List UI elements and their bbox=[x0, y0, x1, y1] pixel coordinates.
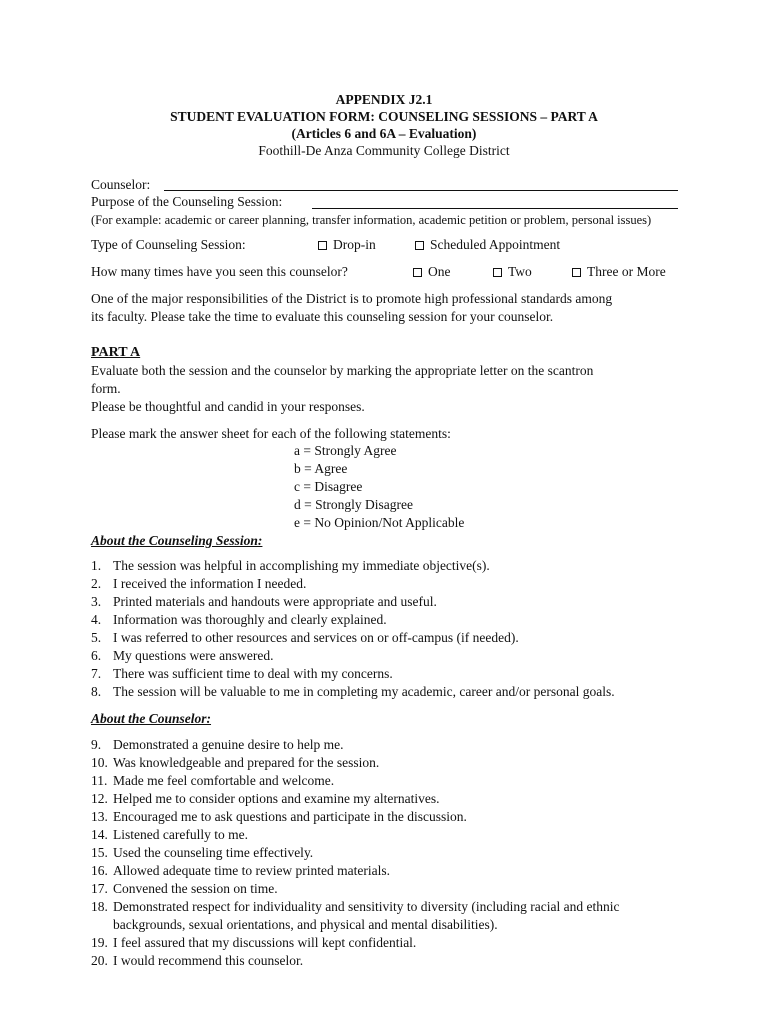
counselor-label: Counselor: bbox=[91, 177, 151, 192]
scale-a: a = Strongly Agree bbox=[294, 443, 397, 458]
form-title: STUDENT EVALUATION FORM: COUNSELING SESSIONS – PART A bbox=[170, 109, 598, 124]
option-three-or-more[interactable]: Three or More bbox=[572, 264, 666, 280]
times-seen-label: How many times have you seen this counselor? bbox=[91, 264, 348, 279]
intro-line-1: One of the major responsibilities of the District is to promote high professional standards among bbox=[91, 291, 613, 306]
checkbox-icon[interactable] bbox=[413, 268, 422, 277]
list-item: 3. Printed materials and handouts were appropriate and useful. bbox=[91, 594, 437, 609]
option-one[interactable]: One bbox=[413, 264, 451, 280]
list-item: 4. Information was thoroughly and clearly explained. bbox=[91, 612, 387, 627]
list-item: 12. Helped me to consider options and examine my alternatives. bbox=[91, 791, 440, 806]
checkbox-icon[interactable] bbox=[415, 241, 424, 250]
session-type-label: Type of Counseling Session: bbox=[91, 237, 246, 252]
list-item: 7. There was sufficient time to deal with my concerns. bbox=[91, 666, 393, 681]
purpose-field[interactable] bbox=[312, 208, 678, 209]
list-item: 1. The session was helpful in accomplishing my immediate objective(s). bbox=[91, 558, 490, 573]
counselor-field[interactable] bbox=[164, 190, 678, 191]
list-item: 16. Allowed adequate time to review printed materials. bbox=[91, 863, 391, 878]
list-item: 11. Made me feel comfortable and welcome. bbox=[91, 773, 335, 788]
checkbox-icon[interactable] bbox=[318, 241, 327, 250]
list-item: 19. I feel assured that my discussions will kept confidential. bbox=[91, 935, 417, 950]
appendix-heading: APPENDIX J2.1 bbox=[335, 92, 433, 107]
list-item: 6. My questions were answered. bbox=[91, 648, 274, 663]
option-scheduled-appointment[interactable]: Scheduled Appointment bbox=[415, 237, 560, 253]
list-item: 14. Listened carefully to me. bbox=[91, 827, 248, 842]
intro-line-2: its faculty. Please take the time to evaluate this counseling session for your counselor. bbox=[91, 309, 554, 324]
option-two[interactable]: Two bbox=[493, 264, 532, 280]
part-a-instruction-4: Please mark the answer sheet for each of the following statements: bbox=[91, 426, 451, 441]
scale-b: b = Agree bbox=[294, 461, 348, 476]
list-item: 9. Demonstrated a genuine desire to help me. bbox=[91, 737, 344, 752]
session-section-title: About the Counseling Session: bbox=[91, 533, 263, 548]
session-statements-list bbox=[91, 557, 691, 701]
list-item: 18. Demonstrated respect for individuality and sensitivity to diversity (including racial and ethnic backgrounds, sexual orientations, and physical and mental disabilities). bbox=[91, 899, 620, 932]
list-item: 10. Was knowledgeable and prepared for the session. bbox=[91, 755, 380, 770]
list-item: 5. I was referred to other resources and services on or off-campus (if needed). bbox=[91, 630, 519, 645]
counselor-statements-list bbox=[91, 736, 691, 970]
checkbox-icon[interactable] bbox=[493, 268, 502, 277]
part-a-title: PART A bbox=[91, 345, 141, 360]
part-a-instruction-2: form. bbox=[91, 381, 121, 396]
purpose-example: (For example: academic or career planning, transfer information, academic petition or problem, personal issues) bbox=[91, 213, 652, 227]
part-a-instruction-1: Evaluate both the session and the counselor by marking the appropriate letter on the scantron bbox=[91, 363, 594, 378]
articles-subtitle: (Articles 6 and 6A – Evaluation) bbox=[291, 126, 477, 141]
list-item: 15. Used the counseling time effectively. bbox=[91, 845, 314, 860]
list-item: 17. Convened the session on time. bbox=[91, 881, 278, 896]
list-item: 13. Encouraged me to ask questions and participate in the discussion. bbox=[91, 809, 467, 824]
purpose-label: Purpose of the Counseling Session: bbox=[91, 194, 283, 209]
option-drop-in[interactable]: Drop-in bbox=[318, 237, 376, 253]
part-a-instruction-3: Please be thoughtful and candid in your responses. bbox=[91, 399, 365, 414]
list-item: 8. The session will be valuable to me in completing my academic, career and/or personal goals. bbox=[91, 684, 615, 699]
checkbox-icon[interactable] bbox=[572, 268, 581, 277]
scale-d: d = Strongly Disagree bbox=[294, 497, 413, 512]
list-item: 20. I would recommend this counselor. bbox=[91, 953, 304, 968]
counselor-section-title: About the Counselor: bbox=[91, 711, 212, 726]
scale-e: e = No Opinion/Not Applicable bbox=[294, 515, 465, 530]
district-name: Foothill-De Anza Community College District bbox=[258, 143, 510, 158]
list-item: 2. I received the information I needed. bbox=[91, 576, 307, 591]
scale-c: c = Disagree bbox=[294, 479, 363, 494]
